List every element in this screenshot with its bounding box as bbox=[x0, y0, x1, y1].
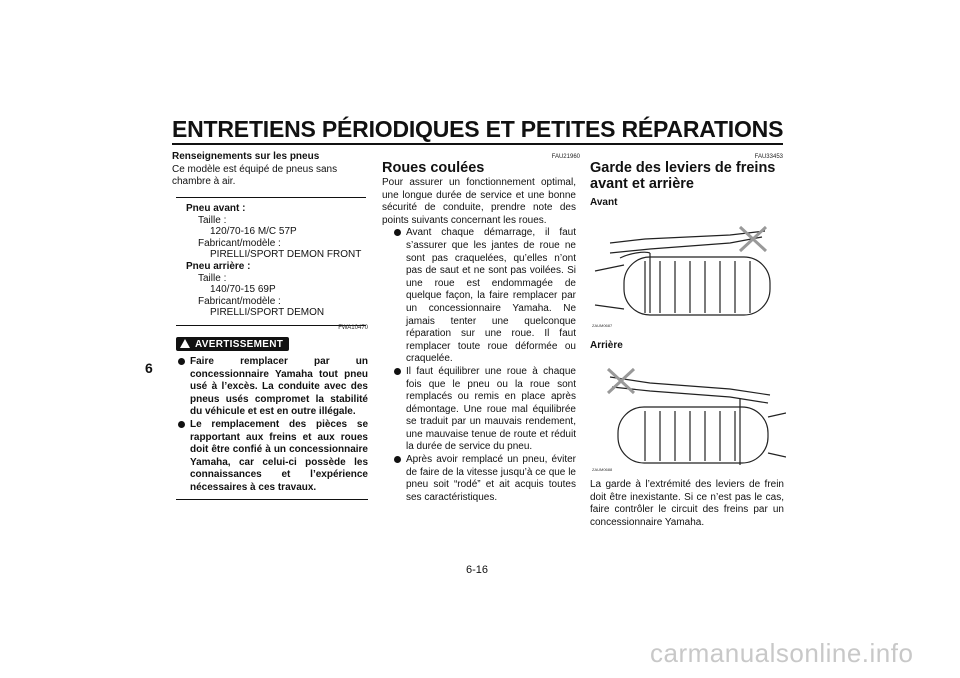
rear-brake-lever-figure bbox=[590, 357, 786, 475]
front-label: Avant bbox=[590, 197, 618, 208]
section-code-wheels: FAU21960 bbox=[551, 154, 580, 160]
front-brake-lever-figure bbox=[590, 213, 786, 331]
section-code-brake-levers: FAU33453 bbox=[754, 154, 783, 160]
warning-label: AVERTISSEMENT bbox=[195, 339, 284, 350]
title-rule bbox=[172, 143, 783, 145]
column-wheels bbox=[382, 160, 576, 504]
tire-info-heading: Renseignements sur les pneus bbox=[172, 151, 320, 162]
front-size-label: Taille : bbox=[198, 214, 227, 226]
warning-triangle-icon bbox=[180, 339, 190, 348]
column-brake-levers bbox=[590, 160, 784, 192]
column-tire-info bbox=[172, 151, 368, 189]
rear-size-value: 140/70-15 69P bbox=[210, 284, 276, 296]
rear-tire-label: Pneu arrière : bbox=[186, 260, 251, 272]
page-title: ENTRETIENS PÉRIODIQUES ET PETITES RÉPARATIONS bbox=[172, 116, 784, 142]
front-tire-label: Pneu avant : bbox=[186, 203, 246, 214]
tire-info-intro: Ce modèle est équipé de pneus sans chambre à air. bbox=[172, 163, 338, 188]
front-make-label: Fabricant/modèle : bbox=[198, 237, 281, 249]
wheel-bullet: Il faut équilibrer une roue à chaque fois que le pneu ou la roue sont remplacés ou remis en place après démontage. Une roue mal équilibrée se traduit par un mauvais rendement, une mauvaise tenue de route et réduit la durée de service du pneu. bbox=[392, 366, 576, 454]
brake-lever-body: La garde à l’extrémité des leviers de frein doit être inexistante. Si ce n’est pas le cas, faire contrôler le circuit des freins par un concessionnaire Yamaha. bbox=[590, 479, 784, 528]
bullet-icon bbox=[394, 229, 401, 236]
chapter-marker: 6 bbox=[145, 360, 153, 376]
warning-item: Le remplacement des pièces se rapportant aux freins et aux roues doit être confié à un concessionnaire Yamaha, car celui-ci possède les connaissances et l’expérience nécessaires à ces travaux. bbox=[176, 419, 368, 495]
rear-fig-code: ZAUM0688 bbox=[592, 467, 613, 472]
front-fig-code: ZAUM0687 bbox=[592, 323, 613, 328]
wheel-bullet: Avant chaque démarrage, il faut s’assurer que les jantes de roue ne sont pas craquelées, qu’elles n’ont pas de saut et ne sont pas voilées. Si une roue est endommagée de quelque façon, la faire remplacer par un concessionnaire Yamaha. Ne jamais tenter une quelconque réparation sur une roue. Il faut remplacer toute roue déformée ou craquelée. bbox=[392, 227, 576, 366]
tire-spec-box bbox=[176, 197, 366, 326]
bullet-icon bbox=[178, 421, 185, 428]
wheels-heading: Roues coulées bbox=[382, 160, 485, 176]
warning-end-rule bbox=[176, 499, 368, 500]
rear-label: Arrière bbox=[590, 340, 623, 351]
page-number: 6-16 bbox=[466, 564, 489, 576]
warning-code: FWA10470 bbox=[338, 325, 368, 331]
front-make-value: PIRELLI/SPORT DEMON FRONT bbox=[210, 249, 362, 261]
wheel-bullet: Après avoir remplacé un pneu, éviter de faire de la vitesse jusqu’à ce que le pneu soit “rodé” et ait acquis toutes ses caractéristiques. bbox=[392, 454, 576, 504]
rear-make-value: PIRELLI/SPORT DEMON bbox=[210, 307, 325, 319]
brake-levers-heading: Garde des leviers de freins avant et arrière bbox=[590, 160, 776, 192]
bullet-icon bbox=[394, 456, 401, 463]
warning-box bbox=[176, 334, 368, 500]
watermark: carmanualsonline.info bbox=[650, 638, 914, 668]
bullet-icon bbox=[394, 368, 401, 375]
bullet-icon bbox=[178, 358, 185, 365]
rear-size-label: Taille : bbox=[198, 272, 227, 284]
front-size-value: 120/70-16 M/C 57P bbox=[210, 226, 297, 238]
wheels-intro: Pour assurer un fonctionnement optimal, une longue durée de service et une bonne sécurité de conduite, prendre note des points suivants concernant les roues. bbox=[382, 177, 576, 226]
warning-item: Faire remplacer par un concessionnaire Yamaha tout pneu usé à l’excès. La conduite avec des pneus usés compromet la stabilité du véhicule et est en outre illégale. bbox=[176, 356, 368, 419]
warning-badge bbox=[176, 337, 289, 351]
rear-make-label: Fabricant/modèle : bbox=[198, 295, 281, 307]
